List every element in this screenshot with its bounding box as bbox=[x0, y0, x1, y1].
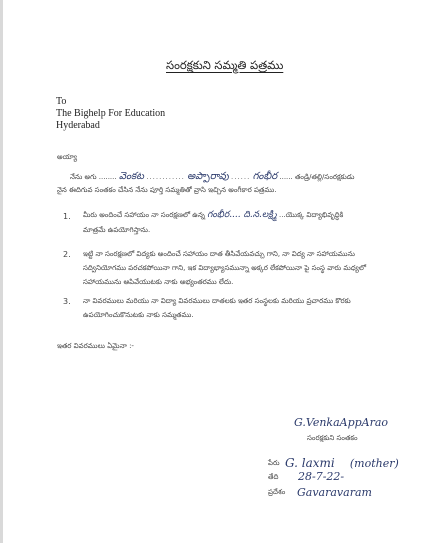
to-organization: The Bighelp For Education bbox=[56, 108, 166, 119]
guardian-signature: G.VenkaAppArao bbox=[294, 416, 389, 429]
item3-line1: నా వివరములు మరియు నా విద్యా వివరములు దాతలకు ఇతర సంస్థలకు మరియు ప్రచారము కొరకు bbox=[83, 297, 351, 305]
item2-line2: సద్వినియోగము పరచకపోయినా గాని, ఇక విద్యాభ్యాసమున్నా అక్కర లేకపోయినా పై సంస్థ వారు మధ్యలో bbox=[83, 264, 367, 272]
item2-line3: సహాయమును ఆపివేయుటకు నాకు అభ్యంతరము లేదు. bbox=[83, 278, 234, 286]
place-value: Gavaravaram bbox=[297, 486, 372, 499]
form-title: సంరక్షకుని సమ్మతి పత్రము bbox=[166, 58, 284, 72]
date-label: తేది bbox=[268, 473, 279, 481]
name-value: G. laxmi bbox=[285, 456, 335, 470]
item2-number: 2. bbox=[63, 250, 71, 259]
item1-end: ...యొక్క విద్యాభివృద్ధికి bbox=[279, 211, 344, 219]
item3-line2: ఉపయోగించుకొనుటకు నాకు సమ్మతము. bbox=[83, 311, 194, 319]
item1-start: మీరు అందించే సహాయం నా సంరక్షణలో ఉన్న bbox=[83, 211, 205, 219]
para1-dots: ............ bbox=[146, 173, 185, 181]
item2-line1: ఇట్టి నా సంరక్షణలో విద్యకు అందించే సహాయం దాత తీసివేయవచ్చు గాని, నా విద్య నా సహాయమును bbox=[83, 250, 355, 258]
para1-line1 bbox=[70, 170, 354, 184]
para1-end: ...... తండ్రి/తల్లి/సంరక్షకుడు bbox=[279, 173, 355, 181]
item3-number: 3. bbox=[63, 297, 71, 306]
para1-name-3: గంభీర bbox=[252, 171, 278, 182]
other-details-label: ఇతర వివరములు ఏమైనా :- bbox=[57, 342, 134, 350]
name-field bbox=[285, 452, 399, 471]
para1-line2: నైన ఈదిగువ సంతకం చేసిన నేను పూర్తి సమ్మతితో వ్రాసి ఇచ్చిన అంగీకార పత్రము. bbox=[57, 186, 277, 194]
place-label: ప్రదేశం bbox=[268, 488, 286, 496]
salutation: అయ్యా bbox=[57, 153, 78, 161]
item1-line1 bbox=[83, 210, 343, 222]
scan-edge-shadow bbox=[0, 0, 3, 543]
para1-dots-2: ...... bbox=[231, 173, 251, 181]
para1-name-2: అప్పారావు bbox=[187, 171, 229, 182]
item1-name: గంభీర.... ది.న.లక్ష్మి bbox=[207, 210, 277, 220]
name-label: పేరు bbox=[268, 459, 280, 467]
name-relation: (mother) bbox=[349, 457, 399, 470]
item1-number: 1. bbox=[63, 212, 71, 221]
signature-label: సంరక్షకుని సంతకం bbox=[307, 434, 358, 442]
to-label: To bbox=[56, 96, 67, 107]
date-value: 28-7-22- bbox=[298, 470, 345, 483]
para1-name-1: వెంకట bbox=[118, 171, 144, 182]
item1-line2: మాత్రమే ఉపయోగిస్తాను. bbox=[83, 226, 151, 234]
para1-start: నేను అగు ........ bbox=[70, 173, 117, 181]
to-city: Hyderabad bbox=[56, 120, 100, 131]
